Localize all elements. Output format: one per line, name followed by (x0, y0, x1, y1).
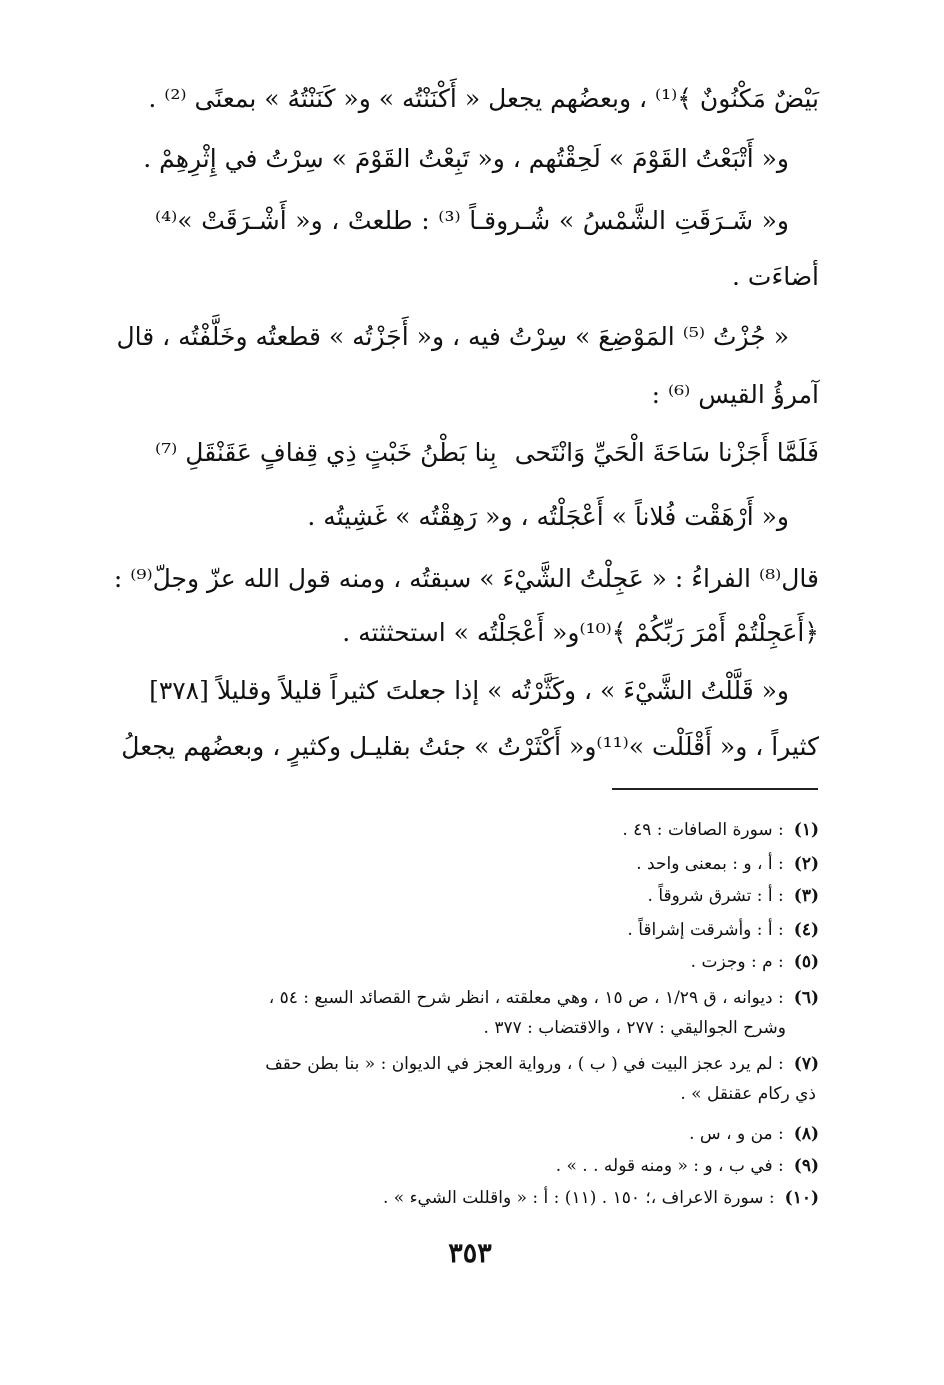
body-line-3: و« شَـرَقَتِ الشَّمْسُ » شُـروقـاً ⁽³⁾ : طلعتْ ، و« أَشْـرَقَتْ »⁽⁴⁾ (155, 206, 789, 235)
footnote-number: (٥) (793, 952, 819, 972)
footnote-text: : لم يرد عجز البيت في ( ب ) ، ورواية العجز في الديوان : « بنا بطن حقف (265, 1054, 784, 1074)
body-line-1: بَيْضٌ مَكْنُونٌ ﴾⁽¹⁾ ، وبعضُهم يجعل « أَكْنَنْتُه » و« كَنَنْتُهُ » بمعنًى ⁽²⁾ . (148, 84, 819, 113)
footnote-6 (150, 986, 819, 1010)
poetry-verse (155, 436, 819, 476)
footnote-number: (١٠) (784, 1188, 819, 1208)
verse-first-hemistich: فَلَمَّا أَجَزْنا سَاحَةَ الْحَيِّ وَانْتَحى (514, 438, 819, 467)
footnote-text: : م : وجزت . (690, 952, 784, 972)
footnote-text: : ديوانه ، ق ١/٢٩ ، ص ١٥ ، وهي معلقته ، انظر شرح القصائد السبع : ٥٤ ، (268, 988, 784, 1008)
footnote-number: (٧) (793, 1054, 819, 1074)
body-line-5: « جُزْتُ ⁽⁵⁾ المَوْضِعَ » سِرْتُ فيه ، و« أَجَزْتُه » قطعتُه وخَلَّفْتُه ، قال (116, 322, 789, 351)
verse-second-hemistich: بِنا بَطْنُ خَبْتٍ ذِي قِفافٍ عَقَنْقَلِ ⁽⁷⁾ (155, 438, 497, 467)
body-line-7: و« أَرْهَقْت فُلاناً » أَعْجَلْتُه ، و« رَهِقْتُه » غَشِيتُه . (307, 502, 789, 531)
footnote-separator (612, 788, 818, 790)
footnote-8 (150, 1122, 819, 1146)
footnote-number: (٤) (793, 920, 819, 940)
footnote-3 (150, 884, 819, 908)
footnote-5 (150, 950, 819, 974)
footnote-number: (٩) (793, 1156, 819, 1176)
body-line-2: و« أَتْبَعْتُ القَوْمَ » لَحِقْتُهم ، و« تَبِعْتُ القَوْمَ » سِرْتُ في إِثْرِهِمْ . (143, 144, 789, 173)
body-line-6: آمرؤُ القيس ⁽⁶⁾ : (651, 380, 819, 409)
footnote-text: : من و ، س . (689, 1124, 784, 1144)
body-line-10: و« قَلَّلْتُ الشَّيْءَ » ، وكَثَّرْتُه » إذا جعلتَ كثيراً قليلاً وقليلاً [٣٧٨] (149, 676, 789, 705)
footnote-number: (٦) (793, 988, 819, 1008)
footnote-text: : أ : وأشرقت إشراقاً . (627, 920, 784, 940)
body-line-4: أضاءَت . (732, 262, 819, 291)
footnote-number: (١) (793, 820, 819, 840)
footnote-7-continuation: ذي ركام عقنقل » . (680, 1084, 816, 1104)
page-number: ٣٥٣ (448, 1238, 492, 1269)
footnote-text: : أ : تشرق شروقاً . (647, 886, 784, 906)
footnote-7 (150, 1052, 819, 1076)
body-line-8: قال⁽⁸⁾ الفراءُ : « عَجِلْتُ الشَّيْءَ » سبقتُه ، ومنه قول الله عزّ وجلّ⁽⁹⁾ : (113, 564, 819, 593)
footnote-text: : أ ، و : بمعنى واحد . (636, 854, 784, 874)
footnote-2 (150, 852, 819, 876)
footnote-number: (٨) (793, 1124, 819, 1144)
footnote-number: (٣) (793, 886, 819, 906)
body-line-11: كثيراً ، و« أَقْلَلْت »⁽¹¹⁾و« أَكْثَرْتُ » جئتُ بقليـل وكثيرٍ ، وبعضُهم يجعلُ (121, 732, 819, 761)
footnote-9 (150, 1154, 819, 1178)
footnote-number: (٢) (793, 854, 819, 874)
footnote-text: : في ب ، و : « ومنه قوله . . » . (555, 1156, 784, 1176)
footnote-10 (150, 1186, 819, 1210)
body-line-9: ﴿أَعَجِلْتُمْ أَمْرَ رَبِّكُمْ ﴾⁽¹⁰⁾و« أَعْجَلْتُه » استحثثته . (342, 618, 819, 647)
footnote-text: : سورة الاعراف ،؛ ١٥٠ . (١١) : أ : « واقللت الشيء » . (382, 1188, 775, 1208)
footnote-4 (150, 918, 819, 942)
footnote-1 (150, 818, 819, 842)
footnote-text: : سورة الصافات : ٤٩ . (622, 820, 784, 840)
footnote-6-continuation: وشرح الجواليقي : ٢٧٧ ، والاقتضاب : ٣٧٧ . (483, 1018, 786, 1038)
